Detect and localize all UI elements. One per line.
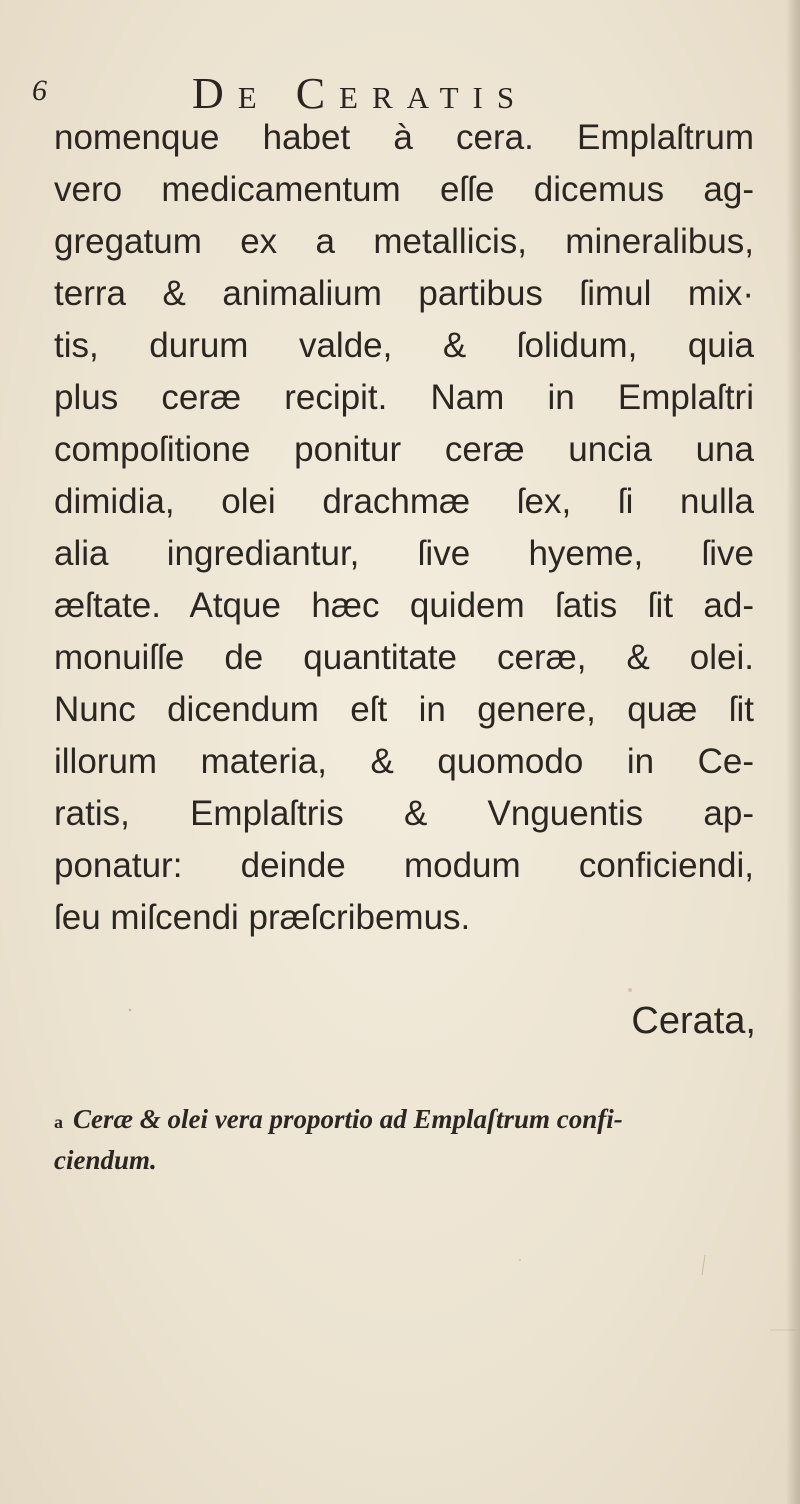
text-line: ſeu miſcendi præſcribemus.: [54, 898, 471, 937]
text-line: gregatum ex a metallicis, mineralibus,: [54, 222, 754, 261]
footnote-line: [54, 1100, 754, 1141]
footnote-line: ciendum.: [54, 1145, 157, 1175]
text-line: compoſitione ponitur ceræ uncia una: [54, 430, 754, 469]
text-line: Nunc dicendum eſt in genere, quæ ſit: [54, 690, 754, 729]
text-line: illorum materia, & quomodo in Ce-: [54, 742, 754, 781]
text-line: æſtate. Atque hæc quidem ſatis ſit ad-: [54, 586, 754, 625]
page-edge-shadow: [786, 0, 800, 1504]
text-line: vero medicamentum eſſe dicemus ag-: [54, 170, 754, 209]
text-line: monuiſſe de quantitate ceræ, & olei.: [54, 638, 754, 677]
body-text: [54, 112, 774, 944]
footnote-marker: a: [54, 1112, 63, 1132]
text-line: ponatur: deinde modum conficiendi,: [54, 846, 754, 885]
text-line: alia ingrediantur, ſive hyeme, ſive: [54, 534, 754, 573]
text-line: ratis, Emplaſtris & Vnguentis ap-: [54, 794, 754, 833]
running-title: De Ceratis: [192, 69, 529, 118]
text-line: terra & animalium partibus ſimul mix·: [54, 274, 754, 313]
catchword: Cerata,: [631, 1000, 756, 1042]
footnote-text: Ceræ & olei vera proportio ad Emplaſtrum confi-: [73, 1104, 623, 1134]
footnote: [54, 1100, 754, 1179]
page-number: 6: [32, 74, 47, 107]
text-line: dimidia, olei drachmæ ſex, ſi nulla: [54, 482, 754, 521]
text-line: nomenque habet à cera. Emplaſtrum: [54, 118, 754, 157]
text-line: tis, durum valde, & ſolidum, quia: [54, 326, 754, 365]
text-line: plus ceræ recipit. Nam in Emplaſtri: [54, 378, 754, 417]
